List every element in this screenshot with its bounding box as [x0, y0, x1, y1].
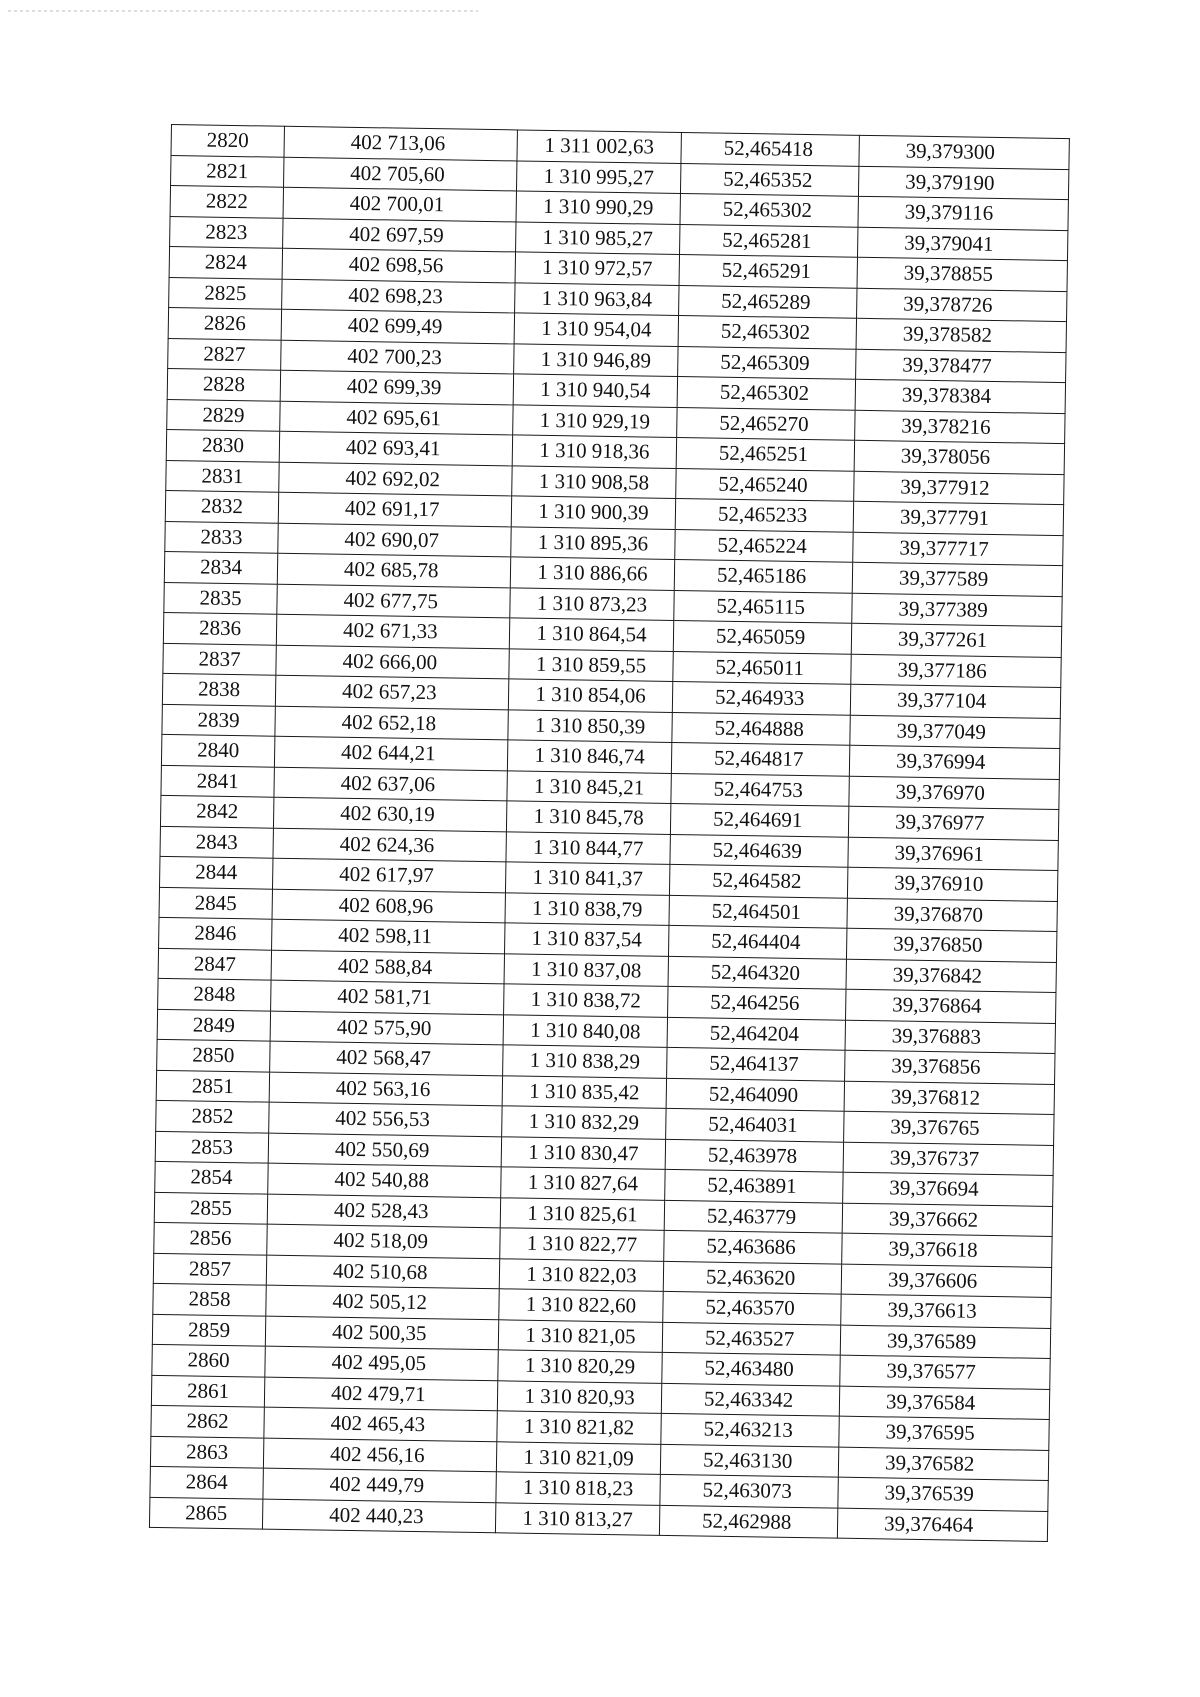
y-coordinate-cell: 1 310 850,39 [508, 709, 672, 742]
y-coordinate-cell: 1 310 832,29 [502, 1106, 666, 1139]
longitude-cell: 39,376864 [846, 989, 1056, 1023]
longitude-cell: 39,378384 [855, 379, 1065, 413]
x-coordinate-cell: 402 617,97 [273, 858, 506, 892]
y-coordinate-cell: 1 310 838,29 [503, 1045, 667, 1078]
point-number-cell: 2840 [161, 734, 274, 766]
y-coordinate-cell: 1 310 946,89 [514, 343, 678, 376]
latitude-cell: 52,464888 [672, 712, 850, 745]
longitude-cell: 39,376870 [847, 898, 1057, 932]
x-coordinate-cell: 402 692,02 [279, 462, 512, 496]
latitude-cell: 52,465418 [681, 133, 859, 166]
point-number-cell: 2851 [156, 1070, 269, 1102]
latitude-cell: 52,464817 [671, 742, 849, 775]
point-number-cell: 2853 [155, 1131, 268, 1163]
y-coordinate-cell: 1 310 929,19 [513, 404, 677, 437]
x-coordinate-cell: 402 698,56 [282, 248, 515, 282]
x-coordinate-cell: 402 652,18 [275, 706, 508, 740]
latitude-cell: 52,464639 [670, 834, 848, 867]
x-coordinate-cell: 402 695,61 [280, 401, 513, 435]
latitude-cell: 52,465115 [674, 590, 852, 623]
latitude-cell: 52,465291 [679, 255, 857, 288]
point-number-cell: 2859 [152, 1314, 265, 1346]
y-coordinate-cell: 1 310 990,29 [516, 191, 680, 224]
longitude-cell: 39,377717 [853, 532, 1063, 566]
point-number-cell: 2842 [160, 795, 273, 827]
x-coordinate-cell: 402 608,96 [272, 889, 505, 923]
y-coordinate-cell: 1 310 845,21 [507, 770, 671, 803]
longitude-cell: 39,379190 [858, 166, 1068, 200]
longitude-cell: 39,377589 [852, 562, 1062, 596]
point-number-cell: 2849 [157, 1009, 270, 1041]
point-number-cell: 2826 [168, 307, 281, 339]
y-coordinate-cell: 1 310 821,82 [497, 1411, 661, 1444]
x-coordinate-cell: 402 677,75 [277, 584, 510, 618]
point-number-cell: 2852 [156, 1100, 269, 1132]
point-number-cell: 2847 [158, 948, 271, 980]
y-coordinate-cell: 1 310 841,37 [505, 862, 669, 895]
longitude-cell: 39,376970 [849, 776, 1059, 810]
latitude-cell: 52,464031 [666, 1108, 844, 1141]
latitude-cell: 52,465281 [680, 224, 858, 257]
point-number-cell: 2829 [167, 399, 280, 431]
longitude-cell: 39,376850 [846, 928, 1056, 962]
longitude-cell: 39,376994 [849, 745, 1059, 779]
x-coordinate-cell: 402 479,71 [264, 1377, 497, 1411]
latitude-cell: 52,464691 [670, 803, 848, 836]
point-number-cell: 2861 [151, 1375, 264, 1407]
latitude-cell: 52,463073 [660, 1474, 838, 1507]
x-coordinate-cell: 402 588,84 [271, 950, 504, 984]
longitude-cell: 39,376606 [841, 1264, 1051, 1298]
y-coordinate-cell: 1 310 830,47 [501, 1136, 665, 1169]
point-number-cell: 2822 [170, 186, 283, 218]
y-coordinate-cell: 1 310 985,27 [516, 221, 680, 254]
longitude-cell: 39,376694 [843, 1172, 1053, 1206]
latitude-cell: 52,464320 [668, 956, 846, 989]
x-coordinate-cell: 402 500,35 [265, 1316, 498, 1350]
x-coordinate-cell: 402 699,39 [280, 370, 513, 404]
latitude-cell: 52,463130 [660, 1444, 838, 1477]
x-coordinate-cell: 402 666,00 [276, 645, 509, 679]
y-coordinate-cell: 1 310 854,06 [508, 679, 672, 712]
point-number-cell: 2835 [164, 582, 277, 614]
point-number-cell: 2846 [159, 917, 272, 949]
longitude-cell: 39,377791 [853, 501, 1063, 535]
point-number-cell: 2854 [155, 1161, 268, 1193]
y-coordinate-cell: 1 310 908,58 [512, 465, 676, 498]
point-number-cell: 2823 [170, 216, 283, 248]
y-coordinate-cell: 1 310 845,78 [506, 801, 670, 834]
y-coordinate-cell: 1 310 895,36 [511, 526, 675, 559]
longitude-cell: 39,379300 [859, 135, 1069, 169]
y-coordinate-cell: 1 310 838,72 [504, 984, 668, 1017]
latitude-cell: 52,465186 [674, 559, 852, 592]
longitude-cell: 39,378726 [857, 288, 1067, 322]
latitude-cell: 52,463570 [663, 1291, 841, 1324]
y-coordinate-cell: 1 310 822,77 [500, 1228, 664, 1261]
table-body [149, 125, 1069, 1542]
x-coordinate-cell: 402 510,68 [266, 1255, 499, 1289]
longitude-cell: 39,377389 [852, 593, 1062, 627]
x-coordinate-cell: 402 456,16 [263, 1438, 496, 1472]
y-coordinate-cell: 1 310 940,54 [513, 374, 677, 407]
latitude-cell: 52,465302 [677, 376, 855, 409]
x-coordinate-cell: 402 671,33 [276, 614, 509, 648]
longitude-cell: 39,376582 [838, 1447, 1048, 1481]
y-coordinate-cell: 1 310 873,23 [510, 587, 674, 620]
longitude-cell: 39,376589 [840, 1325, 1050, 1359]
x-coordinate-cell: 402 465,43 [264, 1407, 497, 1441]
coordinates-table [149, 124, 1070, 1542]
point-number-cell: 2865 [149, 1497, 262, 1529]
latitude-cell: 52,465011 [673, 651, 851, 684]
y-coordinate-cell: 1 310 838,79 [505, 892, 669, 925]
latitude-cell: 52,465240 [676, 468, 854, 501]
longitude-cell: 39,379041 [857, 227, 1067, 261]
x-coordinate-cell: 402 556,53 [269, 1102, 502, 1136]
y-coordinate-cell: 1 310 918,36 [512, 435, 676, 468]
latitude-cell: 52,465233 [675, 498, 853, 531]
longitude-cell: 39,378582 [856, 318, 1066, 352]
point-number-cell: 2836 [163, 612, 276, 644]
point-number-cell: 2833 [165, 521, 278, 553]
latitude-cell: 52,463342 [661, 1383, 839, 1416]
point-number-cell: 2848 [158, 978, 271, 1010]
latitude-cell: 52,465289 [679, 285, 857, 318]
y-coordinate-cell: 1 310 827,64 [501, 1167, 665, 1200]
point-number-cell: 2857 [153, 1253, 266, 1285]
x-coordinate-cell: 402 449,79 [263, 1468, 496, 1502]
longitude-cell: 39,378056 [854, 440, 1064, 474]
latitude-cell: 52,462988 [659, 1505, 837, 1538]
x-coordinate-cell: 402 495,05 [265, 1346, 498, 1380]
point-number-cell: 2855 [154, 1192, 267, 1224]
latitude-cell: 52,465352 [680, 163, 858, 196]
longitude-cell: 39,376577 [840, 1355, 1050, 1389]
longitude-cell: 39,377261 [851, 623, 1061, 657]
latitude-cell: 52,465059 [673, 620, 851, 653]
point-number-cell: 2850 [157, 1039, 270, 1071]
x-coordinate-cell: 402 637,06 [274, 767, 507, 801]
y-coordinate-cell: 1 310 954,04 [514, 313, 678, 346]
latitude-cell: 52,463480 [662, 1352, 840, 1385]
x-coordinate-cell: 402 713,06 [284, 126, 517, 160]
longitude-cell: 39,376595 [839, 1416, 1049, 1450]
longitude-cell: 39,377104 [850, 684, 1060, 718]
point-number-cell: 2832 [165, 490, 278, 522]
y-coordinate-cell: 1 310 818,23 [496, 1472, 660, 1505]
y-coordinate-cell: 1 311 002,63 [517, 130, 681, 163]
latitude-cell: 52,464582 [669, 864, 847, 897]
latitude-cell: 52,463779 [664, 1200, 842, 1233]
x-coordinate-cell: 402 699,49 [281, 309, 514, 343]
longitude-cell: 39,376910 [847, 867, 1057, 901]
y-coordinate-cell: 1 310 995,27 [516, 160, 680, 193]
point-number-cell: 2827 [168, 338, 281, 370]
point-number-cell: 2834 [164, 551, 277, 583]
x-coordinate-cell: 402 563,16 [269, 1072, 502, 1106]
x-coordinate-cell: 402 691,17 [278, 492, 511, 526]
latitude-cell: 52,465270 [677, 407, 855, 440]
longitude-cell: 39,376618 [842, 1233, 1052, 1267]
longitude-cell: 39,378855 [857, 257, 1067, 291]
point-number-cell: 2843 [160, 826, 273, 858]
x-coordinate-cell: 402 624,36 [273, 828, 506, 862]
x-coordinate-cell: 402 540,88 [268, 1163, 501, 1197]
scan-artifact [8, 10, 478, 12]
longitude-cell: 39,376464 [837, 1508, 1047, 1542]
latitude-cell: 52,464137 [667, 1047, 845, 1080]
point-number-cell: 2841 [161, 765, 274, 797]
latitude-cell: 52,463527 [662, 1322, 840, 1355]
point-number-cell: 2837 [163, 643, 276, 675]
latitude-cell: 52,463213 [661, 1413, 839, 1446]
latitude-cell: 52,465251 [676, 437, 854, 470]
y-coordinate-cell: 1 310 835,42 [502, 1075, 666, 1108]
point-number-cell: 2845 [159, 887, 272, 919]
y-coordinate-cell: 1 310 846,74 [507, 740, 671, 773]
latitude-cell: 52,463686 [664, 1230, 842, 1263]
y-coordinate-cell: 1 310 821,05 [498, 1319, 662, 1352]
longitude-cell: 39,376977 [848, 806, 1058, 840]
longitude-cell: 39,377049 [850, 715, 1060, 749]
latitude-cell: 52,464204 [667, 1017, 845, 1050]
y-coordinate-cell: 1 310 963,84 [515, 282, 679, 315]
longitude-cell: 39,378216 [855, 410, 1065, 444]
longitude-cell: 39,376812 [844, 1081, 1054, 1115]
x-coordinate-cell: 402 690,07 [278, 523, 511, 557]
x-coordinate-cell: 402 528,43 [267, 1194, 500, 1228]
latitude-cell: 52,464404 [668, 925, 846, 958]
longitude-cell: 39,376539 [838, 1477, 1048, 1511]
latitude-cell: 52,464753 [671, 773, 849, 806]
x-coordinate-cell: 402 518,09 [267, 1224, 500, 1258]
point-number-cell: 2839 [162, 704, 275, 736]
point-number-cell: 2838 [162, 673, 275, 705]
point-number-cell: 2860 [152, 1344, 265, 1376]
coordinates-table-container [149, 124, 1069, 1542]
y-coordinate-cell: 1 310 822,60 [499, 1289, 663, 1322]
longitude-cell: 39,377912 [854, 471, 1064, 505]
x-coordinate-cell: 402 700,01 [283, 187, 516, 221]
latitude-cell: 52,465224 [675, 529, 853, 562]
latitude-cell: 52,464501 [669, 895, 847, 928]
point-number-cell: 2831 [166, 460, 279, 492]
longitude-cell: 39,376662 [842, 1203, 1052, 1237]
x-coordinate-cell: 402 700,23 [281, 340, 514, 374]
latitude-cell: 52,465309 [678, 346, 856, 379]
y-coordinate-cell: 1 310 972,57 [515, 252, 679, 285]
y-coordinate-cell: 1 310 820,93 [497, 1380, 661, 1413]
y-coordinate-cell: 1 310 813,27 [495, 1502, 659, 1535]
x-coordinate-cell: 402 685,78 [277, 553, 510, 587]
x-coordinate-cell: 402 598,11 [272, 919, 505, 953]
longitude-cell: 39,376737 [843, 1142, 1053, 1176]
y-coordinate-cell: 1 310 820,29 [498, 1350, 662, 1383]
longitude-cell: 39,376584 [839, 1386, 1049, 1420]
point-number-cell: 2856 [154, 1222, 267, 1254]
y-coordinate-cell: 1 310 900,39 [511, 496, 675, 529]
x-coordinate-cell: 402 705,60 [284, 157, 517, 191]
longitude-cell: 39,377186 [851, 654, 1061, 688]
longitude-cell: 39,376961 [848, 837, 1058, 871]
y-coordinate-cell: 1 310 844,77 [506, 831, 670, 864]
x-coordinate-cell: 402 575,90 [270, 1011, 503, 1045]
latitude-cell: 52,463978 [665, 1139, 843, 1172]
latitude-cell: 52,463620 [663, 1261, 841, 1294]
y-coordinate-cell: 1 310 840,08 [503, 1014, 667, 1047]
point-number-cell: 2828 [167, 368, 280, 400]
longitude-cell: 39,376842 [846, 959, 1056, 993]
y-coordinate-cell: 1 310 859,55 [509, 648, 673, 681]
y-coordinate-cell: 1 310 864,54 [509, 618, 673, 651]
x-coordinate-cell: 402 581,71 [271, 980, 504, 1014]
point-number-cell: 2825 [169, 277, 282, 309]
y-coordinate-cell: 1 310 822,03 [499, 1258, 663, 1291]
x-coordinate-cell: 402 657,23 [275, 675, 508, 709]
y-coordinate-cell: 1 310 886,66 [510, 557, 674, 590]
x-coordinate-cell: 402 568,47 [270, 1041, 503, 1075]
longitude-cell: 39,376765 [844, 1111, 1054, 1145]
point-number-cell: 2863 [150, 1436, 263, 1468]
longitude-cell: 39,378477 [856, 349, 1066, 383]
point-number-cell: 2862 [151, 1405, 264, 1437]
y-coordinate-cell: 1 310 837,54 [505, 923, 669, 956]
y-coordinate-cell: 1 310 821,09 [496, 1441, 660, 1474]
point-number-cell: 2821 [171, 155, 284, 187]
latitude-cell: 52,464933 [672, 681, 850, 714]
x-coordinate-cell: 402 697,59 [283, 218, 516, 252]
longitude-cell: 39,376613 [841, 1294, 1051, 1328]
x-coordinate-cell: 402 693,41 [279, 431, 512, 465]
point-number-cell: 2864 [150, 1466, 263, 1498]
latitude-cell: 52,463891 [665, 1169, 843, 1202]
x-coordinate-cell: 402 630,19 [273, 797, 506, 831]
x-coordinate-cell: 402 440,23 [262, 1499, 495, 1533]
longitude-cell: 39,376883 [845, 1020, 1055, 1054]
latitude-cell: 52,465302 [680, 194, 858, 227]
point-number-cell: 2824 [169, 246, 282, 278]
y-coordinate-cell: 1 310 825,61 [500, 1197, 664, 1230]
latitude-cell: 52,464090 [666, 1078, 844, 1111]
point-number-cell: 2820 [171, 125, 284, 157]
point-number-cell: 2830 [166, 429, 279, 461]
latitude-cell: 52,464256 [668, 986, 846, 1019]
x-coordinate-cell: 402 644,21 [274, 736, 507, 770]
y-coordinate-cell: 1 310 837,08 [504, 953, 668, 986]
x-coordinate-cell: 402 550,69 [268, 1133, 501, 1167]
x-coordinate-cell: 402 505,12 [266, 1285, 499, 1319]
point-number-cell: 2844 [160, 856, 273, 888]
x-coordinate-cell: 402 698,23 [282, 279, 515, 313]
longitude-cell: 39,376856 [845, 1050, 1055, 1084]
point-number-cell: 2858 [153, 1283, 266, 1315]
longitude-cell: 39,379116 [858, 196, 1068, 230]
latitude-cell: 52,465302 [678, 315, 856, 348]
